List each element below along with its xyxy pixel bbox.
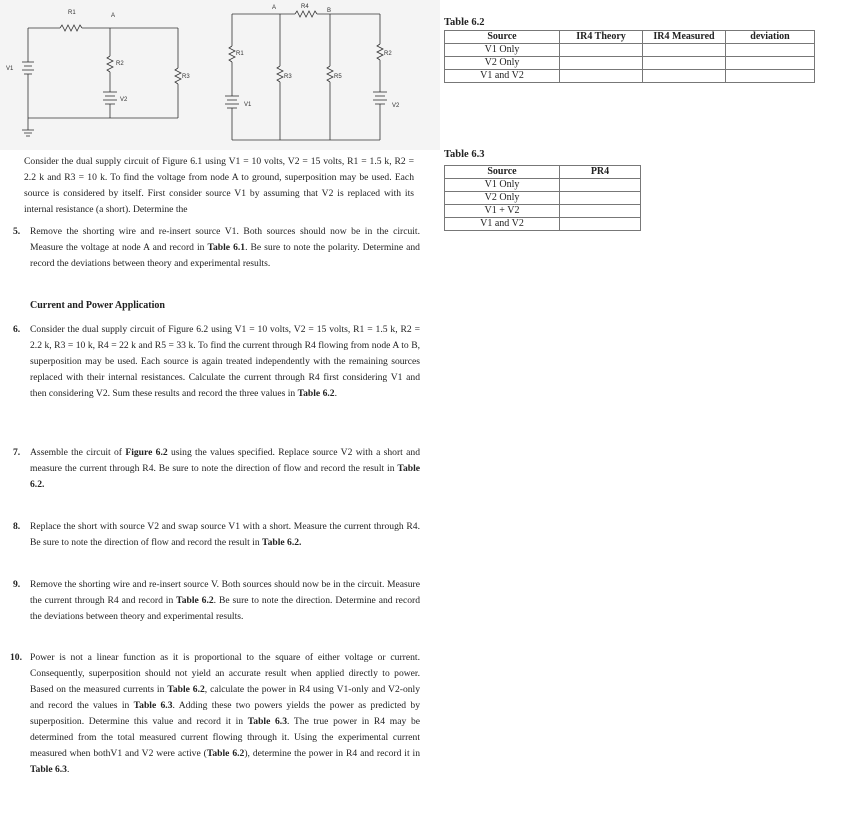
step10-text6: . [66, 764, 70, 775]
fig1-v2-label: V2 [120, 97, 128, 103]
table-cell[interactable] [726, 44, 815, 57]
step7-bold: Figure 6.2 [125, 447, 168, 458]
fig2-node-a-label: A [272, 5, 277, 11]
step6-number: 6. [13, 324, 21, 335]
fig2-r2-label: R2 [384, 51, 392, 57]
table-row [445, 70, 815, 83]
step5-text2: . Be sure to note the polarity. Determine and record the deviations between theory and experimental results. [30, 242, 420, 269]
table62-caption: Table 6.2 [444, 17, 485, 28]
fig1-r3-resistor [175, 68, 181, 84]
table62-header-ir4-measured: IR4 Measured [643, 31, 726, 44]
step9-number: 9. [13, 579, 21, 590]
table62-header-source: Source [445, 31, 560, 44]
table63-row-source: V1 + V2 [445, 205, 560, 218]
fig2-v2-label: V2 [392, 103, 400, 109]
circuit-svg [0, 0, 440, 150]
step5-paragraph [13, 224, 420, 272]
fig2-v1-label: V1 [244, 102, 252, 108]
step9-text: Remove the shorting wire and re-insert source V. Both sources should now be in the circuit. Measure the current through R4 and record in [30, 579, 420, 606]
fig1-r2-label: R2 [116, 61, 124, 67]
table63-row-source: V2 Only [445, 192, 560, 205]
step8-bold: Table 6.2. [262, 537, 302, 548]
fig1-v1-label: V1 [6, 66, 14, 72]
table62-header-ir4-theory: IR4 Theory [560, 31, 643, 44]
step7-number: 7. [13, 447, 21, 458]
fig1-r3-label: R3 [182, 74, 190, 80]
table63 [444, 165, 641, 231]
step8-paragraph [13, 519, 420, 551]
fig1-r2-resistor [107, 56, 113, 72]
table-cell[interactable] [560, 179, 641, 192]
step6-paragraph [13, 322, 420, 402]
table-cell[interactable] [560, 192, 641, 205]
step9-bold: Table 6.2 [176, 595, 214, 606]
fig2-r1-label: R1 [236, 51, 244, 57]
step9-paragraph [13, 577, 420, 625]
table-row [445, 205, 641, 218]
step10-bold2: Table 6.3 [133, 700, 173, 711]
circuit-diagrams [0, 0, 440, 150]
table62-row-source: V2 Only [445, 57, 560, 70]
step5-number: 5. [13, 226, 21, 237]
table62-header-deviation: deviation [726, 31, 815, 44]
fig2-r4-resistor [295, 11, 317, 17]
step10-bold3: Table 6.3 [247, 716, 288, 727]
fig2-r2-resistor [377, 44, 383, 60]
table62-row-source: V1 Only [445, 44, 560, 57]
step10-bold5: Table 6.3 [30, 764, 67, 775]
step10-text5: ), determine the power in R4 and record it in [244, 748, 421, 759]
table-row [445, 218, 641, 231]
fig2-r1-resistor [229, 46, 235, 62]
step6-text2: . [334, 388, 337, 399]
step7-bold2: Table 6.2. [30, 463, 420, 490]
table-row [445, 44, 815, 57]
fig2-r5-label: R5 [334, 74, 342, 80]
step10-number: 10. [10, 652, 22, 663]
step10-text4: . The true power in R4 may be determined from the total measured current flowing through it. Using the experimental current measured when bothV1 and V2 were active ( [30, 716, 420, 759]
fig2-r3-label: R3 [284, 74, 292, 80]
table63-header-source: Source [445, 166, 560, 179]
step5-bold: Table 6.1 [207, 242, 246, 253]
step8-number: 8. [13, 521, 21, 532]
table63-header-pr4: PR4 [560, 166, 641, 179]
section-heading: Current and Power Application [30, 300, 165, 311]
fig2-node-b-label: B [327, 8, 332, 14]
table-cell[interactable] [643, 44, 726, 57]
step10-paragraph [10, 650, 421, 778]
table62-row-source: V1 and V2 [445, 70, 560, 83]
table-cell[interactable] [560, 57, 643, 70]
table-cell[interactable] [643, 70, 726, 83]
step10-text2: , calculate the power in R4 using V1-only and V2-only and record the values in [30, 684, 421, 711]
step6-text: Consider the dual supply circuit of Figure 6.2 using V1 = 10 volts, V2 = 15 volts, R1 = 1.5 k, R2 = 2.2 k, R3 = 10 k, R4 = 22 k and R5 = 33 k. To find the current through R4 flowing from node A to B, superposition may be used. Each source is again treated independently with the remaining sources replaced with their internal resistances. Calculate the current through R4 first considering V1 and then considering V2. Sum these results and record the three values in [30, 324, 420, 399]
step8-text: Replace the short with source V2 and swap source V1 with a short. Measure the current through R4. Be sure to note the direction of flow and record the result in [30, 521, 420, 548]
fig2-r5-resistor [327, 66, 333, 82]
step10-text3: . Adding these two powers yields the power as predicted by superposition. Determine this value and record it in [30, 700, 420, 727]
table-cell[interactable] [560, 70, 643, 83]
fig1-r1-label: R1 [68, 10, 76, 16]
table63-row-source: V1 and V2 [445, 218, 560, 231]
table-cell[interactable] [560, 205, 641, 218]
step6-bold: Table 6.2 [297, 388, 335, 399]
table63-caption: Table 6.3 [444, 149, 485, 160]
step10-bold: Table 6.2 [167, 684, 205, 695]
fig2-r3-resistor [277, 66, 283, 82]
step7-paragraph [13, 445, 420, 493]
table-cell[interactable] [560, 218, 641, 231]
table-cell[interactable] [643, 57, 726, 70]
step5-text: Remove the shorting wire and re-insert source V1. Both sources should now be in the circuit. Measure the voltage at node A and record in [30, 226, 420, 253]
table-row [445, 192, 641, 205]
step4-paragraph: Consider the dual supply circuit of Figure 6.1 using V1 = 10 volts, V2 = 15 volts, R1 = 1.5 k, R2 = 2.2 k and R3 = 10 k. To find the voltage from node A to ground, superposition may be used. Each source is considered by itself. First consider source V1 by assuming that V2 is replaced with its internal resistance (a short). Determine the [24, 156, 414, 215]
step10-bold4: Table 6.2 [206, 748, 245, 759]
table63-row-source: V1 Only [445, 179, 560, 192]
step7-text: Assemble the circuit of [30, 447, 126, 458]
table62 [444, 30, 815, 83]
table-row [445, 57, 815, 70]
step10-text: Power is not a linear function as it is proportional to the square of either voltage or current. Consequently, superposition should not yield an accurate result when applied directly to power. Based on the measured currents in [30, 652, 420, 695]
step7-text2: using the values specified. Replace source V2 with a short and measure the current through R4. Be sure to note the direction of flow and record the result in [30, 447, 420, 474]
fig2-r4-label: R4 [301, 4, 309, 10]
table-cell[interactable] [726, 57, 815, 70]
fig1-r1-resistor [60, 25, 82, 31]
table-cell[interactable] [560, 44, 643, 57]
fig1-node-a-label: A [111, 13, 116, 19]
step9-text2: . Be sure to note the direction. Determine and record the deviations between theory and experimental results. [30, 595, 420, 622]
table-cell[interactable] [726, 70, 815, 83]
table-row [445, 179, 641, 192]
